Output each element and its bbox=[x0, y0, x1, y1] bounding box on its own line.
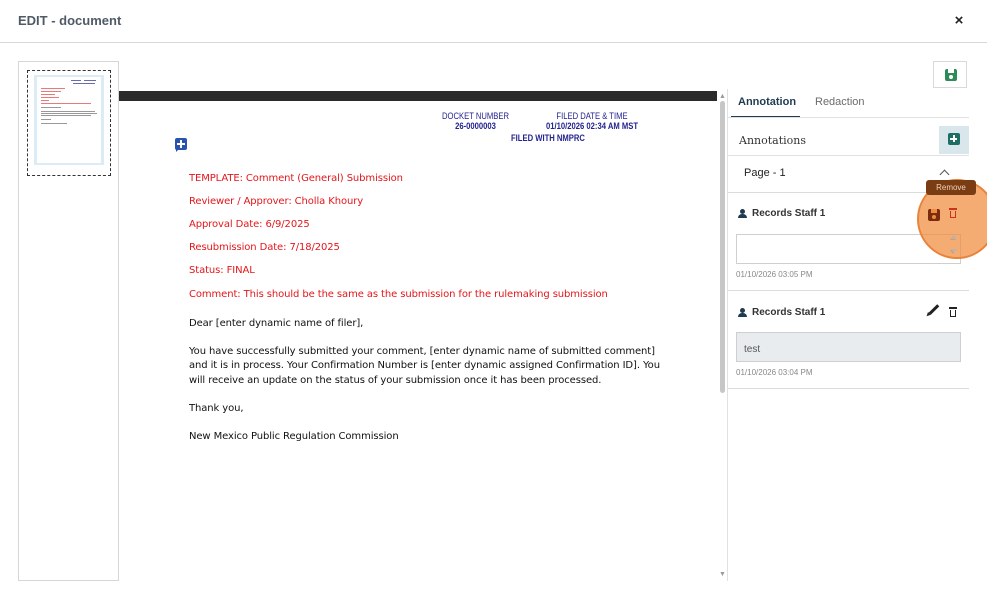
close-icon[interactable]: × bbox=[954, 12, 964, 29]
add-note-icon[interactable] bbox=[175, 138, 187, 150]
dialog-header bbox=[0, 0, 987, 43]
filed-date-value: 01/10/2026 02:34 AM MST bbox=[546, 121, 638, 131]
annotation-author: Records Staff 1 bbox=[752, 307, 826, 318]
annotations-title: Annotations bbox=[739, 134, 807, 147]
save-annotation-icon[interactable] bbox=[928, 209, 940, 221]
annotation-text-readonly[interactable]: test bbox=[736, 332, 961, 362]
pencil-icon[interactable] bbox=[929, 304, 940, 315]
add-annotation-icon bbox=[948, 133, 960, 145]
user-icon bbox=[738, 209, 747, 218]
scroll-down-icon[interactable]: ▼ bbox=[719, 571, 726, 578]
annotation-author: Records Staff 1 bbox=[752, 208, 826, 219]
tab-annotation[interactable]: Annotation bbox=[738, 96, 797, 108]
document-scroll-thumb[interactable] bbox=[720, 101, 725, 393]
comment-line: Comment: This should be the same as the submission for the rulemaking submission bbox=[189, 289, 608, 300]
template-line: TEMPLATE: Comment (General) Submission bbox=[189, 173, 403, 184]
remove-tooltip: Remove bbox=[926, 180, 976, 195]
body-line-2: and it is in process. Your Confirmation Number is [enter dynamic assigned Confirmation ID]. You bbox=[189, 360, 660, 371]
signature-line: New Mexico Public Regulation Commission bbox=[189, 431, 399, 442]
user-icon bbox=[738, 308, 747, 317]
tab-redaction[interactable]: Redaction bbox=[815, 96, 865, 108]
trash-icon[interactable] bbox=[949, 307, 957, 317]
annotation-timestamp: 01/10/2026 03:05 PM bbox=[736, 270, 813, 279]
docket-label: DOCKET NUMBER bbox=[442, 111, 510, 121]
docket-stamp bbox=[442, 111, 509, 131]
reviewer-line: Reviewer / Approver: Cholla Khoury bbox=[189, 196, 364, 207]
thumbnail-page-preview bbox=[34, 75, 104, 165]
document-top-bar bbox=[119, 91, 717, 101]
trash-icon[interactable] bbox=[949, 208, 957, 218]
save-document-button[interactable] bbox=[933, 61, 967, 88]
filed-date-label: FILED DATE & TIME bbox=[556, 111, 628, 121]
docket-number: 26-0000003 bbox=[455, 121, 496, 131]
filed-with-stamp: FILED WITH NMPRC bbox=[511, 133, 585, 143]
page-group-label: Page - 1 bbox=[744, 167, 786, 179]
status-line: Status: FINAL bbox=[189, 265, 255, 276]
closing-line: Thank you, bbox=[189, 403, 244, 414]
filed-date-stamp bbox=[546, 111, 638, 131]
body-line-1: You have successfully submitted your comment, [enter dynamic name of submitted comment] bbox=[189, 346, 655, 357]
dialog-title: EDIT - document bbox=[18, 13, 122, 28]
document-viewer[interactable] bbox=[119, 91, 727, 581]
body-line-3: will receive an update on the status of your submission once it has been processed. bbox=[189, 375, 602, 386]
resubmission-date-line: Resubmission Date: 7/18/2025 bbox=[189, 242, 340, 253]
scroll-up-icon[interactable]: ▲ bbox=[719, 93, 726, 100]
page-thumbnail-1[interactable] bbox=[27, 70, 111, 176]
greeting-line: Dear [enter dynamic name of filer], bbox=[189, 318, 364, 329]
annotation-timestamp: 01/10/2026 03:04 PM bbox=[736, 368, 813, 377]
save-icon bbox=[945, 69, 957, 81]
page-thumbnail-panel bbox=[18, 61, 119, 581]
approval-date-line: Approval Date: 6/9/2025 bbox=[189, 219, 310, 230]
chevron-up-icon[interactable] bbox=[940, 170, 950, 180]
